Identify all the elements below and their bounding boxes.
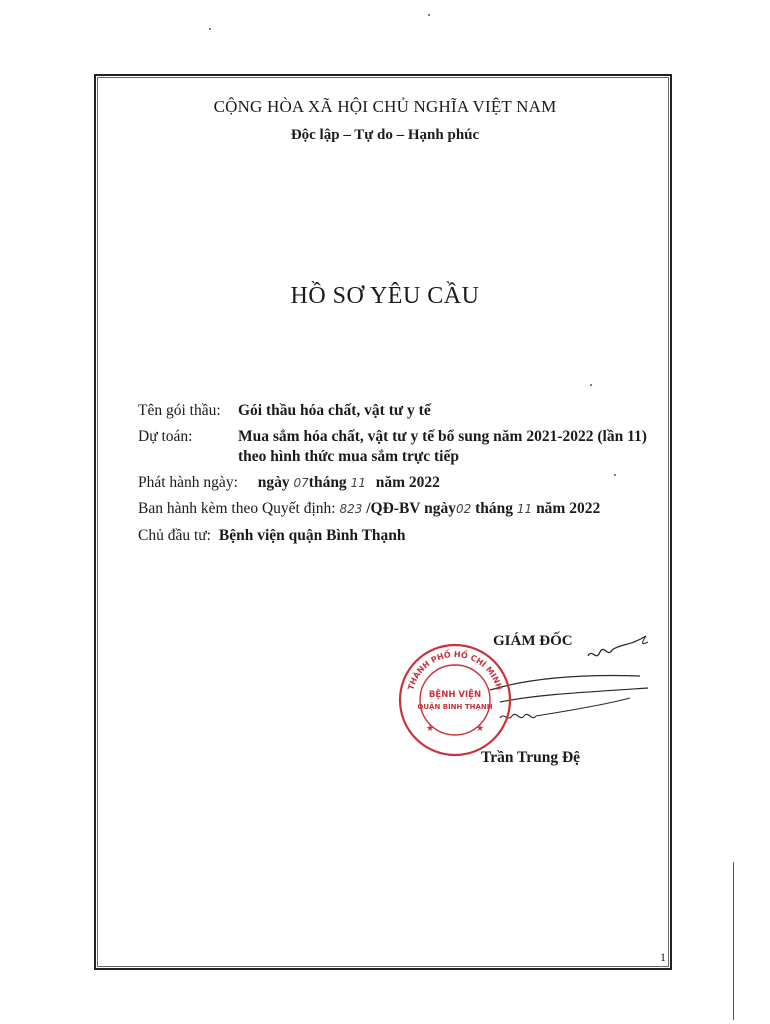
decision-year: năm 2022 [536,500,601,517]
issue-day-prefix: ngày [257,474,290,491]
scan-speck [614,474,616,476]
decision-day-handwritten: 02 [455,502,472,516]
decision-number-handwritten: 823 [339,502,363,516]
scan-edge-line [733,862,734,1020]
director-title: GIÁM ĐỐC [493,633,573,649]
decision-prefix: Ban hành kèm theo Quyết định: [138,500,336,517]
scan-speck [590,384,592,386]
stamp-line2: QUẬN BÌNH THẠNH [417,703,493,711]
issue-day-handwritten: 07 [293,476,309,490]
issue-date-row [138,474,440,492]
issue-month-prefix: tháng [308,474,347,491]
issue-month-handwritten: 11 [350,476,366,490]
estimate-value-line2: theo hình thức mua sắm trực tiếp [238,448,459,465]
decision-row [138,500,600,518]
page-number: 1 [660,950,666,964]
svg-text:THÀNH PHỐ HỒ CHÍ MINH [406,647,504,691]
scan-speck [428,14,430,16]
stamp-ring-text: THÀNH PHỐ HỒ CHÍ MINH [406,649,504,692]
package-value: Gói thầu hóa chất, vật tư y tế [238,402,431,419]
page-border-inner [97,77,669,967]
issue-year: năm 2022 [375,474,440,491]
package-label: Tên gói thầu: [138,402,221,419]
motto-header: Độc lập – Tự do – Hạnh phúc [290,127,480,143]
estimate-value-line1: Mua sắm hóa chất, vật tư y tế bổ sung năm 2021-2022 (lần 11) [238,428,647,445]
investor-value: Bệnh viện quận Bình Thạnh [218,527,406,544]
stamp-line1: BỆNH VIỆN [428,690,482,700]
decision-code: /QĐ-BV ngày [366,500,456,517]
decision-month-handwritten: 11 [516,502,533,516]
investor-row [138,527,406,545]
issue-label: Phát hành ngày: [138,474,238,491]
estimate-label: Dự toán: [138,428,193,445]
investor-label: Chủ đầu tư: [138,527,211,544]
director-name: Trần Trung Đệ [481,749,581,766]
scan-speck [209,28,211,30]
country-header: CỘNG HÒA XÃ HỘI CHỦ NGHĨA VIỆT NAM [213,97,557,116]
hospital-seal-stamp [396,641,514,759]
stamp-star-right: ★ [476,724,485,734]
stamp-star-left: ★ [426,724,435,734]
decision-month-prefix: tháng [475,500,514,517]
document-title: HỒ SƠ YÊU CẦU [290,283,480,309]
